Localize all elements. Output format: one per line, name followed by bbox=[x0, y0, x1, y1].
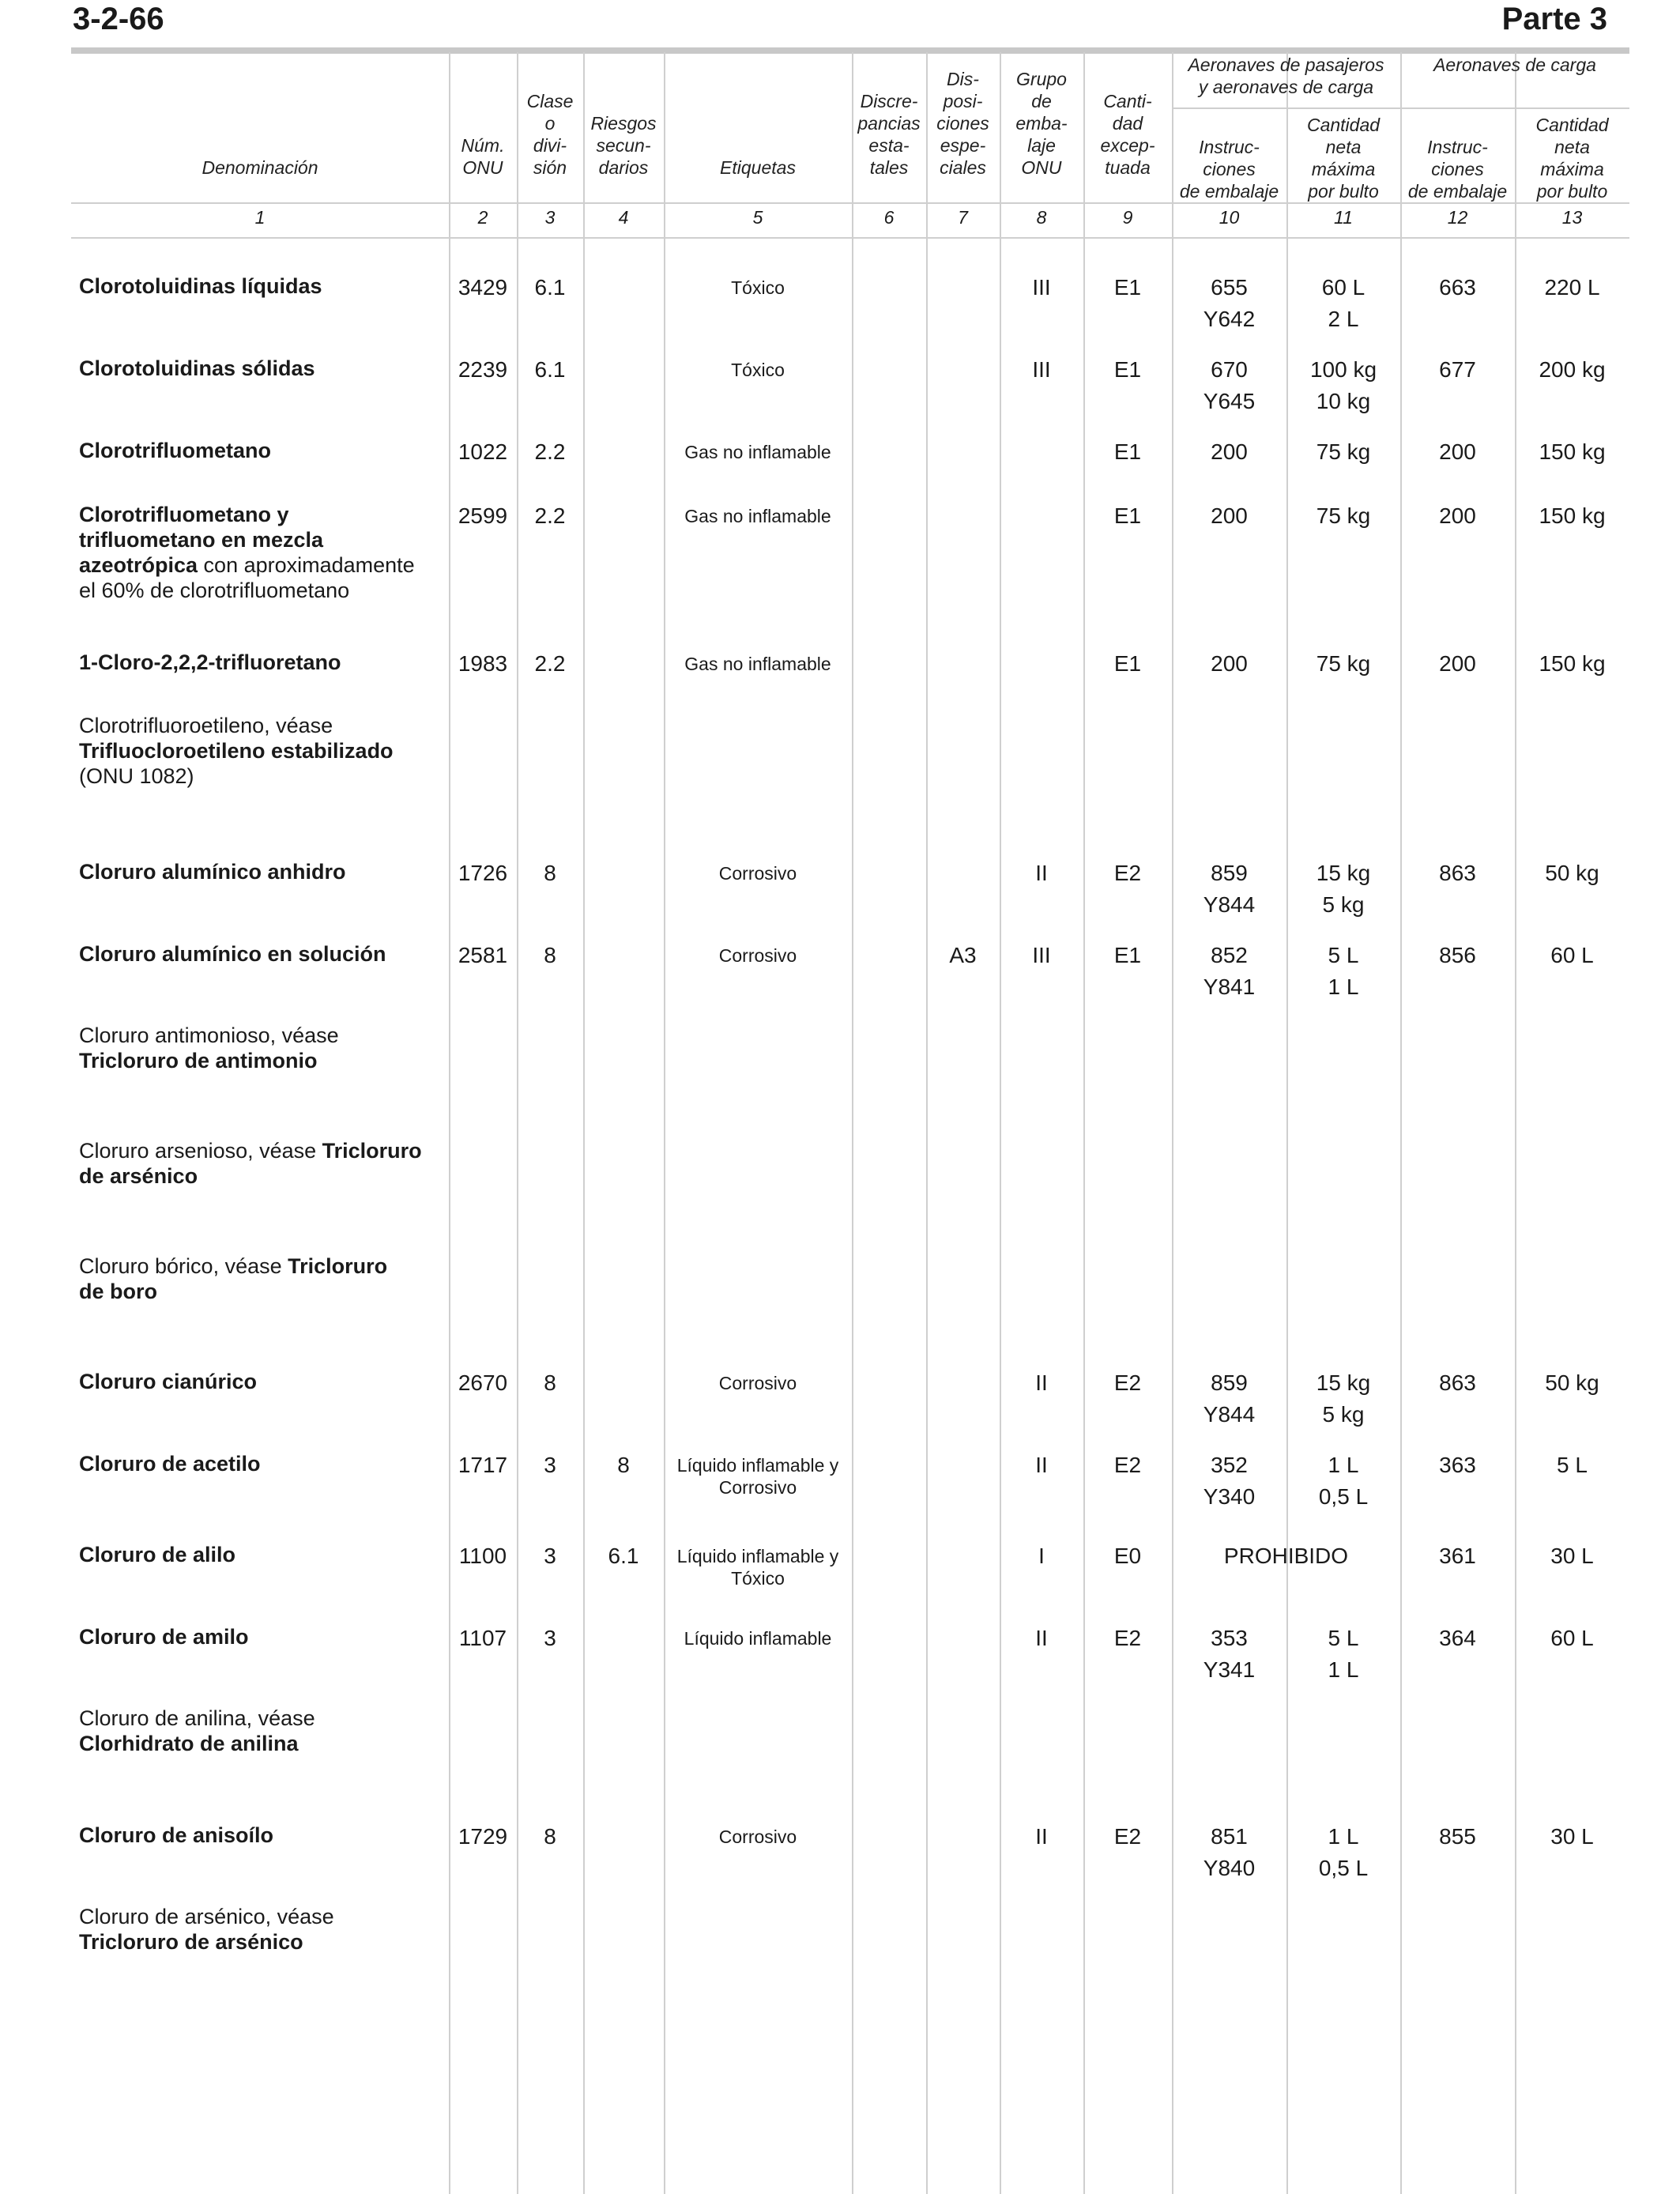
hazard-label: Líquido inflamable bbox=[684, 1628, 832, 1649]
excepted-quantity: E2 bbox=[1113, 861, 1142, 885]
substance-name: Cloruro cianúrico bbox=[79, 1370, 258, 1393]
excepted-quantity: E2 bbox=[1113, 1824, 1142, 1849]
group-header-rule bbox=[1172, 107, 1629, 109]
cargo-max-quantity: 200 kg bbox=[1539, 357, 1606, 382]
passenger-packing-instruction: 852 Y841 bbox=[1203, 943, 1256, 999]
un-number: 1022 bbox=[458, 439, 508, 464]
cargo-max-quantity: 150 kg bbox=[1539, 503, 1606, 528]
passenger-packing-instruction: 200 bbox=[1211, 651, 1248, 676]
header-c12: Instruc- ciones de embalaje bbox=[1407, 137, 1508, 202]
substance-name: Cloruro bórico, véase Tricloruro de boro bbox=[79, 1254, 388, 1303]
substance-name: Cloruro antimonioso, véase Tricloruro de antimonio bbox=[79, 1023, 339, 1072]
cargo-max-quantity: 50 kg bbox=[1545, 1370, 1599, 1395]
header-c1: Denominación bbox=[202, 157, 318, 178]
column-number: 3 bbox=[544, 207, 556, 228]
header-group_cargo: Aeronaves de carga bbox=[1433, 55, 1596, 75]
cargo-packing-instruction: 363 bbox=[1439, 1453, 1476, 1477]
column-divider bbox=[583, 52, 585, 2194]
passenger-max-quantity: 75 kg bbox=[1316, 503, 1371, 528]
column-number: 8 bbox=[1036, 207, 1047, 228]
passenger-max-quantity: 100 kg 10 kg bbox=[1309, 357, 1377, 413]
un-number: 1100 bbox=[458, 1544, 507, 1568]
header-group_passenger: Aeronaves de pasajeros y aeronaves de carga bbox=[1188, 55, 1384, 97]
hazard-label: Gas no inflamable bbox=[684, 654, 831, 674]
hazard-class: 2.2 bbox=[534, 651, 566, 676]
column-number: 5 bbox=[752, 207, 763, 228]
excepted-quantity: E1 bbox=[1113, 357, 1142, 382]
cargo-max-quantity: 5 L bbox=[1557, 1453, 1588, 1477]
column-number: 4 bbox=[618, 207, 629, 228]
column-number: 13 bbox=[1561, 207, 1583, 228]
column-number: 6 bbox=[883, 207, 895, 228]
column-number: 10 bbox=[1219, 207, 1240, 228]
excepted-quantity: E1 bbox=[1113, 503, 1142, 528]
cargo-packing-instruction: 677 bbox=[1439, 357, 1476, 382]
substance-name: Clorotoluidinas sólidas bbox=[79, 356, 315, 380]
excepted-quantity: E2 bbox=[1113, 1626, 1142, 1650]
excepted-quantity: E1 bbox=[1113, 651, 1142, 676]
cargo-packing-instruction: 855 bbox=[1439, 1824, 1476, 1849]
excepted-quantity: E2 bbox=[1113, 1370, 1142, 1395]
header-c4: Riesgos secun- darios bbox=[590, 113, 657, 178]
excepted-quantity: E1 bbox=[1113, 439, 1142, 464]
packing-group: II bbox=[1035, 1626, 1048, 1650]
packing-group: II bbox=[1035, 861, 1048, 885]
header-c13: Cantidad neta máxima por bulto bbox=[1535, 115, 1609, 202]
un-number: 2239 bbox=[458, 357, 508, 382]
hazard-class: 8 bbox=[544, 1370, 556, 1395]
substance-name: Cloruro alumínico anhidro bbox=[79, 860, 346, 884]
hazard-label: Líquido inflamable y Corrosivo bbox=[676, 1455, 839, 1498]
column-divider bbox=[926, 52, 928, 2194]
hazard-class: 3 bbox=[544, 1626, 556, 1650]
header-rule bbox=[71, 237, 1629, 239]
hazard-label: Tóxico bbox=[731, 277, 785, 298]
hazard-label: Gas no inflamable bbox=[684, 442, 831, 462]
passenger-max-quantity: 75 kg bbox=[1316, 651, 1371, 676]
cargo-packing-instruction: 200 bbox=[1439, 439, 1476, 464]
cargo-max-quantity: 30 L bbox=[1550, 1544, 1594, 1568]
packing-group: I bbox=[1038, 1544, 1045, 1568]
column-number: 7 bbox=[958, 207, 968, 228]
hazard-label: Corrosivo bbox=[718, 1826, 797, 1847]
passenger-max-quantity: 75 kg bbox=[1316, 439, 1371, 464]
passenger-max-quantity: 60 L 2 L bbox=[1321, 275, 1365, 331]
cargo-packing-instruction: 863 bbox=[1439, 1370, 1476, 1395]
header-c3: Clase o divi- sión bbox=[526, 91, 574, 178]
passenger-max-quantity: 15 kg 5 kg bbox=[1316, 1370, 1371, 1427]
header-c2: Núm. ONU bbox=[461, 135, 505, 178]
hazard-class: 6.1 bbox=[534, 275, 566, 300]
passenger-max-quantity: 5 L 1 L bbox=[1328, 943, 1359, 999]
substance-name: Cloruro de arsénico, véase Tricloruro de arsénico bbox=[79, 1905, 334, 1954]
passenger-packing-instruction: 851 Y840 bbox=[1203, 1824, 1256, 1880]
column-number: 11 bbox=[1334, 207, 1353, 228]
un-number: 3429 bbox=[458, 275, 508, 300]
packing-group: III bbox=[1032, 275, 1051, 300]
substance-name: Clorotrifluometano bbox=[79, 439, 271, 462]
substance-name: Cloruro de anilina, véase Clorhidrato de anilina bbox=[79, 1706, 315, 1755]
passenger-packing-instruction: 353 Y341 bbox=[1203, 1626, 1256, 1682]
header-c8: Grupo de emba- laje ONU bbox=[1015, 69, 1068, 178]
cargo-packing-instruction: 663 bbox=[1439, 275, 1476, 300]
passenger-packing-instruction: 655 Y642 bbox=[1203, 275, 1256, 331]
un-number: 1717 bbox=[458, 1453, 508, 1477]
substance-name: Cloruro arsenioso, véase Tricloruro de arsénico bbox=[79, 1139, 422, 1188]
part-label: Parte 3 bbox=[1501, 2, 1607, 36]
top-rule bbox=[71, 47, 1629, 54]
cargo-max-quantity: 50 kg bbox=[1545, 861, 1599, 885]
header-c11: Cantidad neta máxima por bulto bbox=[1306, 115, 1381, 202]
passenger-max-quantity: 5 L 1 L bbox=[1328, 1626, 1359, 1682]
cargo-max-quantity: 150 kg bbox=[1539, 439, 1606, 464]
substance-name: Cloruro de acetilo bbox=[79, 1452, 261, 1476]
hazard-label: Corrosivo bbox=[718, 945, 797, 966]
header-rule bbox=[71, 202, 1629, 204]
un-number: 1107 bbox=[458, 1626, 507, 1650]
hazard-label: Gas no inflamable bbox=[684, 506, 831, 526]
substance-name: Cloruro de anisoílo bbox=[79, 1823, 274, 1847]
header-c5: Etiquetas bbox=[720, 157, 796, 178]
hazard-class: 3 bbox=[544, 1453, 556, 1477]
cargo-packing-instruction: 200 bbox=[1439, 651, 1476, 676]
cargo-packing-instruction: 856 bbox=[1439, 943, 1476, 967]
un-number: 2599 bbox=[458, 503, 508, 528]
excepted-quantity: E0 bbox=[1113, 1544, 1142, 1568]
passenger-packing-instruction: 352 Y340 bbox=[1203, 1453, 1256, 1509]
passenger-max-quantity: 1 L 0,5 L bbox=[1318, 1824, 1369, 1880]
packing-group: III bbox=[1032, 357, 1051, 382]
header-c9: Canti- dad excep- tuada bbox=[1100, 91, 1155, 178]
hazard-class: 8 bbox=[544, 1824, 556, 1849]
hazard-label: Tóxico bbox=[731, 360, 785, 380]
cargo-max-quantity: 150 kg bbox=[1539, 651, 1606, 676]
cargo-packing-instruction: 200 bbox=[1439, 503, 1476, 528]
prohibited-note: PROHIBIDO bbox=[1223, 1544, 1349, 1568]
column-number: 2 bbox=[477, 207, 488, 228]
substance-name: 1-Cloro-2,2,2-trifluoretano bbox=[79, 650, 341, 674]
passenger-packing-instruction: 859 Y844 bbox=[1203, 861, 1256, 917]
hazard-class: 2.2 bbox=[534, 439, 566, 464]
header-c10: Instruc- ciones de embalaje bbox=[1179, 137, 1279, 202]
cargo-max-quantity: 60 L bbox=[1550, 943, 1594, 967]
hazard-class: 8 bbox=[544, 861, 556, 885]
cargo-max-quantity: 220 L bbox=[1544, 275, 1600, 300]
substance-name: Cloruro alumínico en solución bbox=[79, 942, 386, 966]
un-number: 1729 bbox=[458, 1824, 508, 1849]
excepted-quantity: E1 bbox=[1113, 943, 1142, 967]
hazard-label: Líquido inflamable y Tóxico bbox=[676, 1546, 839, 1589]
passenger-packing-instruction: 859 Y844 bbox=[1203, 1370, 1256, 1427]
excepted-quantity: E1 bbox=[1113, 275, 1142, 300]
un-number: 2670 bbox=[458, 1370, 508, 1395]
column-number: 1 bbox=[254, 207, 266, 228]
hazard-class: 3 bbox=[544, 1544, 556, 1568]
un-number: 1983 bbox=[458, 651, 508, 676]
substance-name: Cloruro de alilo bbox=[79, 1543, 236, 1566]
substance-name: Clorotoluidinas líquidas bbox=[79, 274, 322, 298]
cargo-packing-instruction: 361 bbox=[1439, 1544, 1476, 1568]
hazard-class: 6.1 bbox=[534, 357, 566, 382]
passenger-max-quantity: 15 kg 5 kg bbox=[1316, 861, 1371, 917]
packing-group: II bbox=[1035, 1824, 1048, 1849]
hazard-class: 2.2 bbox=[534, 503, 566, 528]
hazard-class: 8 bbox=[544, 943, 556, 967]
un-number: 2581 bbox=[458, 943, 508, 967]
passenger-packing-instruction: 200 bbox=[1211, 503, 1248, 528]
packing-group: II bbox=[1035, 1370, 1048, 1395]
excepted-quantity: E2 bbox=[1113, 1453, 1142, 1477]
column-number: 12 bbox=[1447, 207, 1468, 228]
special-provision: A3 bbox=[949, 943, 977, 967]
page-number: 3-2-66 bbox=[73, 2, 164, 36]
packing-group: II bbox=[1035, 1453, 1048, 1477]
passenger-max-quantity: 1 L 0,5 L bbox=[1318, 1453, 1369, 1509]
substance-name: Clorotrifluometano y trifluometano en mezcla azeotrópica con aproximadamente el 60% de clorotrifluometano bbox=[79, 503, 415, 602]
hazard-label: Corrosivo bbox=[718, 1373, 797, 1393]
substance-name: Cloruro de amilo bbox=[79, 1625, 249, 1649]
cargo-packing-instruction: 364 bbox=[1439, 1626, 1476, 1650]
un-number: 1726 bbox=[458, 861, 508, 885]
subsidiary-risk: 8 bbox=[617, 1453, 630, 1477]
hazard-label: Corrosivo bbox=[718, 863, 797, 884]
column-number: 9 bbox=[1122, 207, 1133, 228]
cargo-max-quantity: 60 L bbox=[1550, 1626, 1594, 1650]
column-divider bbox=[852, 52, 853, 2194]
header-c7: Dis- posi- ciones espe- ciales bbox=[936, 69, 989, 178]
passenger-packing-instruction: 670 Y645 bbox=[1203, 357, 1256, 413]
packing-group: III bbox=[1032, 943, 1051, 967]
cargo-packing-instruction: 863 bbox=[1439, 861, 1476, 885]
substance-name: Clorotrifluoroetileno, véase Trifluocloroetileno estabilizado (ONU 1082) bbox=[79, 714, 394, 788]
header-c6: Discre- pancias esta- tales bbox=[857, 91, 921, 178]
passenger-packing-instruction: 200 bbox=[1211, 439, 1248, 464]
subsidiary-risk: 6.1 bbox=[608, 1544, 639, 1568]
cargo-max-quantity: 30 L bbox=[1550, 1824, 1594, 1849]
